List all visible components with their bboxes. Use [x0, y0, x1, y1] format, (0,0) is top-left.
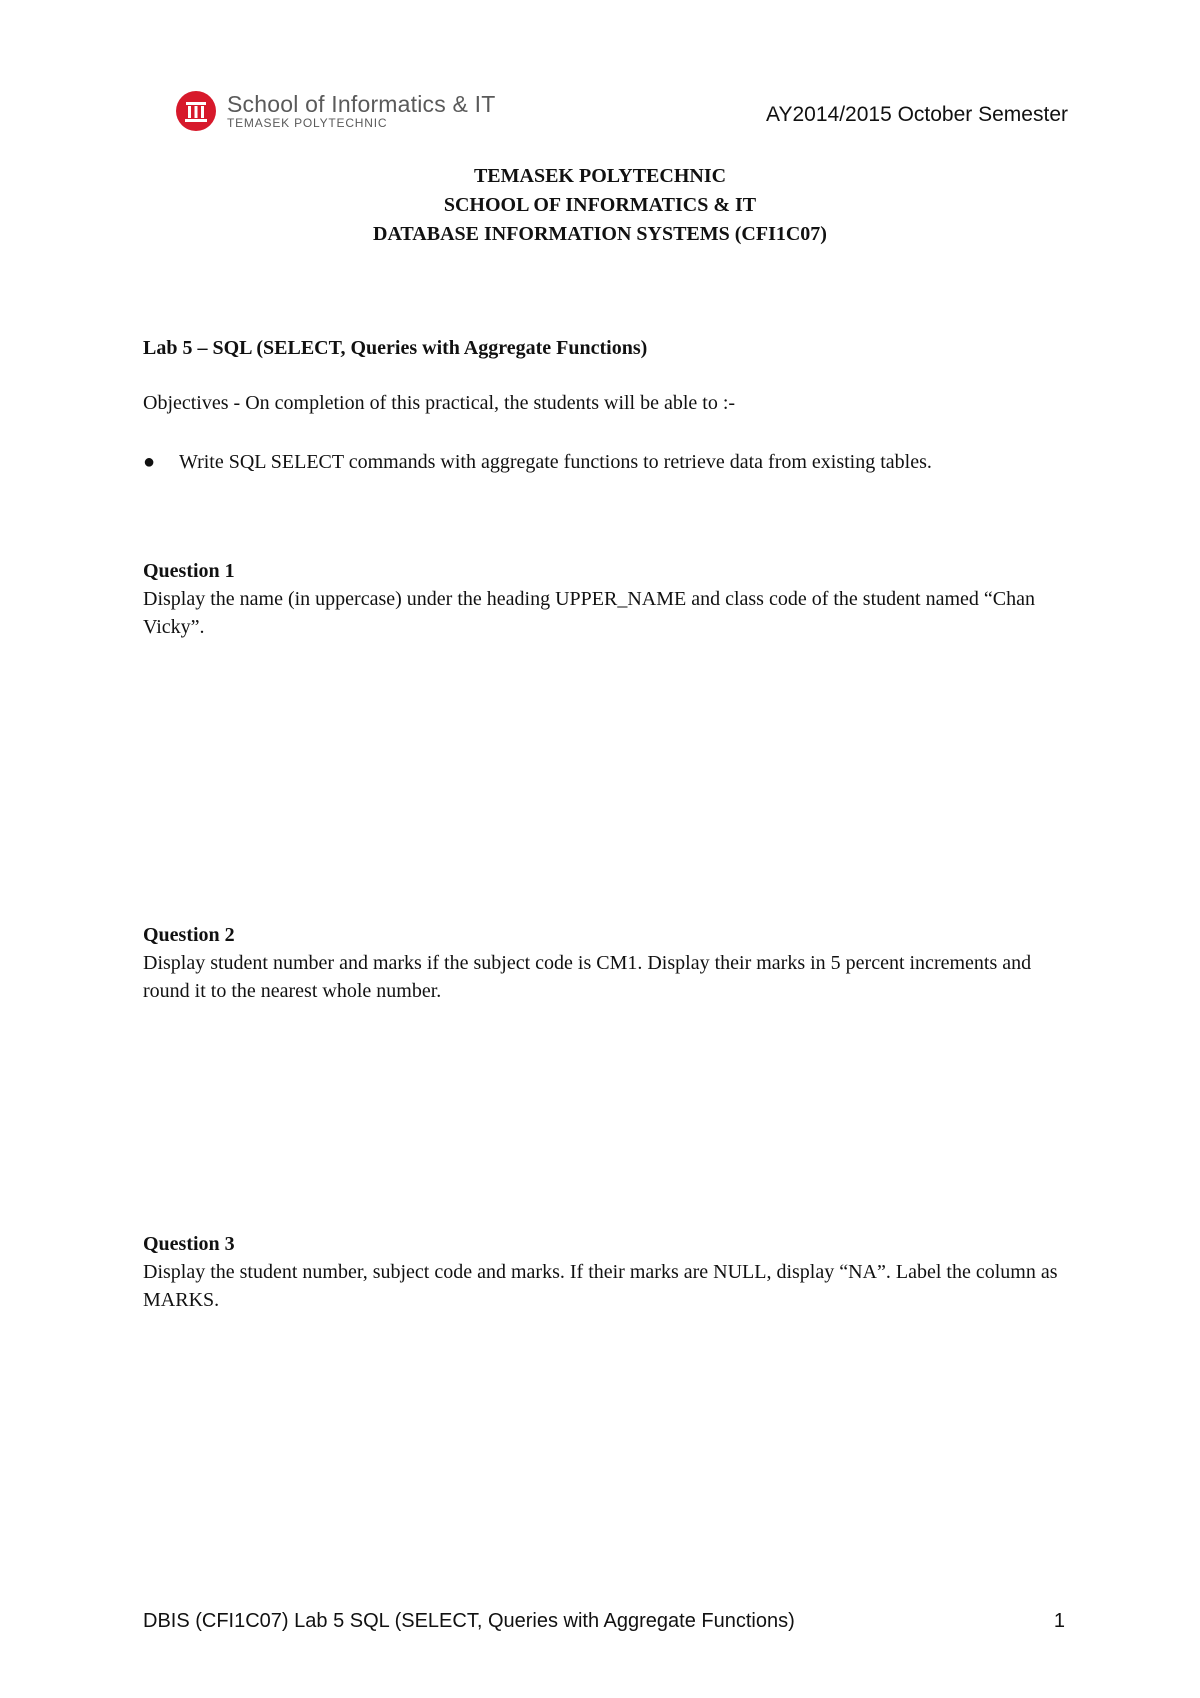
question-3: [143, 1230, 1063, 1314]
temasek-emblem-icon: [175, 90, 217, 132]
question-text: Display the student number, subject code and marks. If their marks are NULL, display “NA”. Label the column as MARKS.: [143, 1261, 1058, 1311]
objective-text: Write SQL SELECT commands with aggregate functions to retrieve data from existing tables.: [179, 451, 932, 473]
semester-label: AY2014/2015 October Semester: [766, 103, 1068, 126]
lab-title: Lab 5 – SQL (SELECT, Queries with Aggregate Functions): [143, 337, 648, 359]
logo-school-name: School of Informatics & IT: [227, 91, 496, 117]
school-logo: [175, 90, 496, 132]
question-title: Question 2: [143, 924, 235, 946]
objectives-intro: Objectives - On completion of this practical, the students will be able to :-: [143, 392, 736, 414]
logo-institution-name: TEMASEK POLYTECHNIC: [227, 116, 388, 130]
bullet-icon: ●: [143, 451, 156, 473]
title-institution: TEMASEK POLYTECHNIC: [473, 165, 727, 187]
title-course: DATABASE INFORMATION SYSTEMS (CFI1C07): [373, 223, 827, 245]
page-number: 1: [1053, 1610, 1065, 1632]
question-title: Question 1: [143, 560, 235, 582]
question-text: Display student number and marks if the subject code is CM1. Display their marks in 5 percent increments and round it to the nearest whole number.: [143, 952, 1032, 1002]
page-footer: DBIS (CFI1C07) Lab 5 SQL (SELECT, Queries with Aggregate Functions): [143, 1610, 795, 1632]
question-2: [143, 921, 1063, 1005]
title-school: SCHOOL OF INFORMATICS & IT: [443, 194, 757, 216]
objective-item: [143, 448, 1043, 476]
document-titles: [0, 162, 1200, 249]
question-text: Display the name (in uppercase) under the heading UPPER_NAME and class code of the student named “Chan Vicky”.: [143, 588, 1035, 638]
question-title: Question 3: [143, 1233, 235, 1255]
question-1: [143, 557, 1063, 641]
